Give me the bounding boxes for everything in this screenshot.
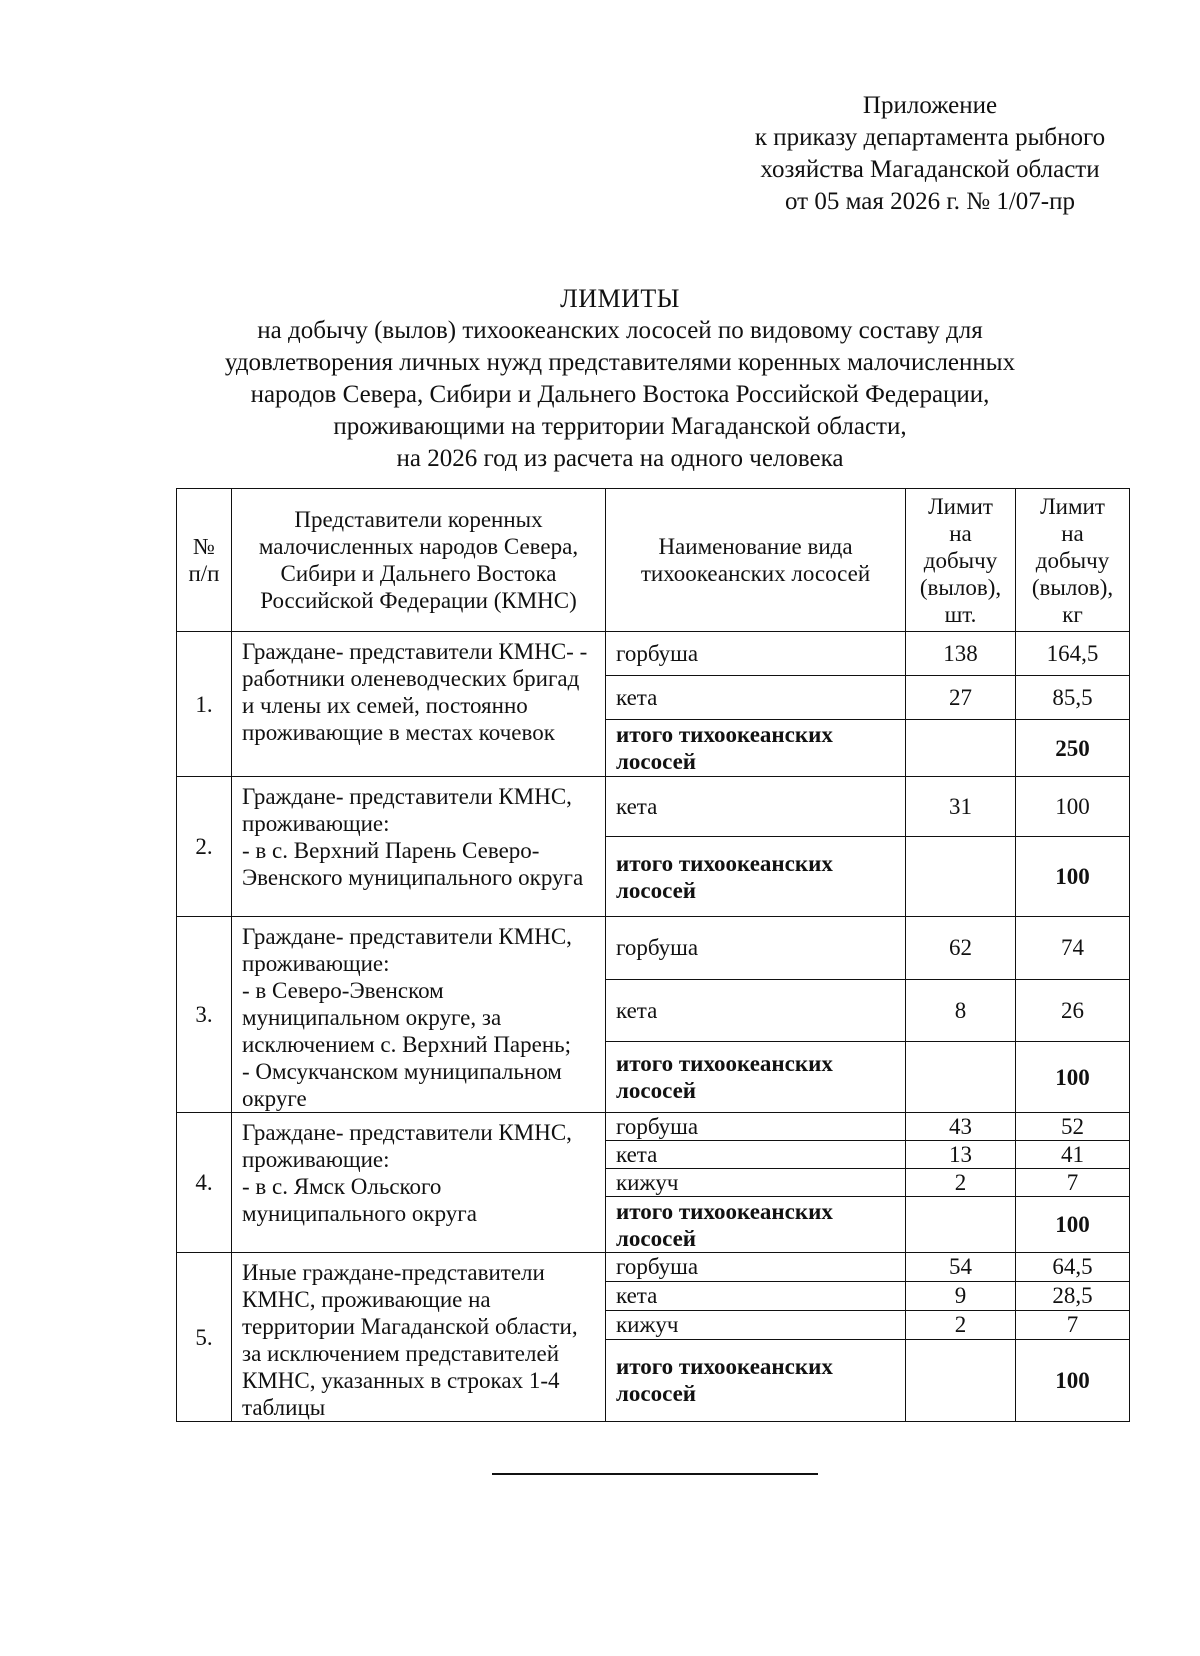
species-total-label: итого тихоокеанских лососей bbox=[606, 720, 906, 777]
species-name: кета bbox=[606, 676, 906, 720]
limit-kg-value: 7 bbox=[1016, 1169, 1130, 1197]
title-line: на 2026 год из расчета на одного человека bbox=[396, 445, 844, 472]
row-number: 5. bbox=[177, 1253, 232, 1422]
table-row bbox=[177, 1253, 1130, 1282]
limit-pcs-value bbox=[906, 1042, 1016, 1113]
limit-kg-value: 41 bbox=[1016, 1141, 1130, 1169]
species-total-label: итого тихоокеанских лососей bbox=[606, 1197, 906, 1253]
limit-kg-value: 26 bbox=[1016, 979, 1130, 1042]
row-number: 2. bbox=[177, 777, 232, 917]
species-name: кета bbox=[606, 979, 906, 1042]
title-line: народов Севера, Сибири и Дальнего Востока Российской Федерации, bbox=[250, 381, 990, 408]
limit-pcs-value: 54 bbox=[906, 1253, 1016, 1282]
limit-pcs-value: 27 bbox=[906, 676, 1016, 720]
limit-kg-value: 164,5 bbox=[1016, 632, 1130, 676]
limit-pcs-value bbox=[906, 837, 1016, 917]
species-total-label: итого тихоокеанских лососей bbox=[606, 1339, 906, 1421]
limit-pcs-value: 2 bbox=[906, 1310, 1016, 1339]
table-header-row bbox=[177, 489, 1130, 632]
title-line: удовлетворения личных нужд представителями коренных малочисленных bbox=[224, 349, 1016, 376]
limit-pcs-value: 2 bbox=[906, 1169, 1016, 1197]
limit-pcs-value bbox=[906, 1197, 1016, 1253]
limit-kg-value: 64,5 bbox=[1016, 1253, 1130, 1282]
limit-kg-value: 85,5 bbox=[1016, 676, 1130, 720]
appendix-line: к приказу департамента рыбного bbox=[754, 124, 1106, 151]
table-row bbox=[177, 1113, 1130, 1141]
row-number: 1. bbox=[177, 632, 232, 777]
document-title bbox=[120, 283, 1120, 475]
species-name: кета bbox=[606, 1281, 906, 1310]
limit-kg-value: 74 bbox=[1016, 917, 1130, 980]
table-body bbox=[177, 632, 1130, 1422]
species-name: горбуша bbox=[606, 632, 906, 676]
group-description: Иные граждане-представители КМНС, проживающие на территории Магаданской области, за исключением представителей КМНС, указанных в строках 1-4 таблицы bbox=[232, 1253, 606, 1422]
limit-pcs-value bbox=[906, 720, 1016, 777]
limit-pcs-value: 8 bbox=[906, 979, 1016, 1042]
species-name: кета bbox=[606, 1141, 906, 1169]
limit-pcs-value: 13 bbox=[906, 1141, 1016, 1169]
limit-pcs-value bbox=[906, 1339, 1016, 1421]
limit-kg-total: 250 bbox=[1016, 720, 1130, 777]
limit-kg-value: 100 bbox=[1016, 777, 1130, 837]
limit-kg-value: 28,5 bbox=[1016, 1281, 1130, 1310]
row-number: 3. bbox=[177, 917, 232, 1113]
limit-pcs-value: 9 bbox=[906, 1281, 1016, 1310]
appendix-line: Приложение bbox=[862, 92, 998, 119]
species-total-label: итого тихоокеанских лососей bbox=[606, 1042, 906, 1113]
limit-pcs-value: 62 bbox=[906, 917, 1016, 980]
group-description: Граждане- представители КМНС, проживающие: - в Северо-Эвенском муниципальном округе, за исключением с. Верхний Парень; - Омсукчанском муниципальном округе bbox=[232, 917, 606, 1113]
header-limit-pcs: Лимит на добычу (вылов), шт. bbox=[906, 489, 1016, 632]
limit-pcs-value: 43 bbox=[906, 1113, 1016, 1141]
species-name: горбуша bbox=[606, 1113, 906, 1141]
limit-kg-value: 7 bbox=[1016, 1310, 1130, 1339]
header-group: Представители коренных малочисленных народов Севера, Сибири и Дальнего Востока Российской Федерации (КМНС) bbox=[232, 489, 606, 632]
header-num: № п/п bbox=[177, 489, 232, 632]
limit-kg-value: 52 bbox=[1016, 1113, 1130, 1141]
title-line: на добычу (вылов) тихоокеанских лососей по видовому составу для bbox=[257, 317, 983, 344]
header-species: Наименование вида тихоокеанских лососей bbox=[606, 489, 906, 632]
closing-rule bbox=[492, 1473, 818, 1475]
species-name: кижуч bbox=[606, 1169, 906, 1197]
appendix-block bbox=[700, 90, 1160, 218]
appendix-line: от 05 мая 2026 г. № 1/07-пр bbox=[784, 188, 1076, 215]
limit-pcs-value: 138 bbox=[906, 632, 1016, 676]
header-limit-kg: Лимит на добычу (вылов), кг bbox=[1016, 489, 1130, 632]
table-row bbox=[177, 632, 1130, 676]
table-row bbox=[177, 777, 1130, 837]
limits-table bbox=[176, 488, 1130, 1422]
species-name: кета bbox=[606, 777, 906, 837]
species-name: горбуша bbox=[606, 917, 906, 980]
species-total-label: итого тихоокеанских лососей bbox=[606, 837, 906, 917]
group-description: Граждане- представители КМНС, проживающие: - в с. Ямск Ольского муниципального округа bbox=[232, 1113, 606, 1253]
appendix-line: хозяйства Магаданской области bbox=[760, 156, 1100, 183]
limit-pcs-value: 31 bbox=[906, 777, 1016, 837]
limit-kg-total: 100 bbox=[1016, 837, 1130, 917]
group-description: Граждане- представители КМНС- - работники оленеводческих бригад и члены их семей, постоянно проживающие в местах кочевок bbox=[232, 632, 606, 777]
table-row bbox=[177, 917, 1130, 980]
limit-kg-total: 100 bbox=[1016, 1339, 1130, 1421]
title-line: проживающими на территории Магаданской области, bbox=[333, 413, 907, 440]
title-main: ЛИМИТЫ bbox=[560, 284, 680, 313]
limit-kg-total: 100 bbox=[1016, 1197, 1130, 1253]
row-number: 4. bbox=[177, 1113, 232, 1253]
species-name: кижуч bbox=[606, 1310, 906, 1339]
group-description: Граждане- представители КМНС, проживающие: - в с. Верхний Парень Северо-Эвенского муниципального округа bbox=[232, 777, 606, 917]
species-name: горбуша bbox=[606, 1253, 906, 1282]
limit-kg-total: 100 bbox=[1016, 1042, 1130, 1113]
